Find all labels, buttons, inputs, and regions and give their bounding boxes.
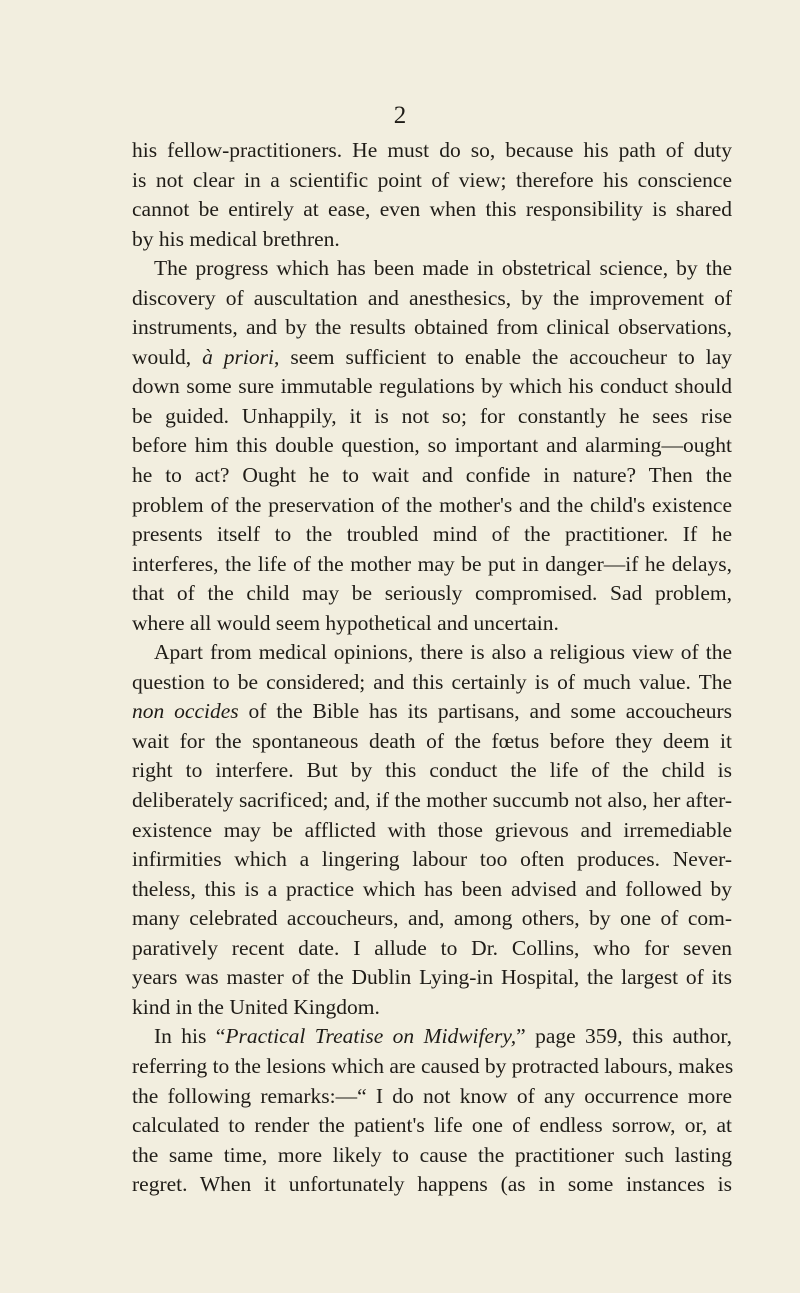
text-segment: wait for the spontaneous death of the fœtus before they deem it xyxy=(132,728,732,753)
text-segment: by his medical brethren. xyxy=(132,226,340,251)
text-segment: instruments, and by the results obtained from clinical observations, xyxy=(132,315,732,340)
text-segment: is not clear in a scientific point of view; therefore his conscience xyxy=(132,167,732,192)
text-line xyxy=(132,756,732,786)
text-line xyxy=(132,963,732,993)
text-line xyxy=(132,579,732,609)
text-segment: discovery of auscultation and anesthesics, by the improvement of xyxy=(132,285,732,310)
text-segment: question to be considered; and this certainly is of much value. The xyxy=(132,669,732,694)
italic-phrase: à priori xyxy=(202,344,274,369)
text-line xyxy=(132,225,732,255)
text-line xyxy=(132,254,732,284)
text-segment: , seem sufficient to enable the accoucheur to lay xyxy=(274,344,733,369)
text-line xyxy=(132,431,732,461)
text-segment: that of the child may be seriously compromised. Sad problem, xyxy=(132,581,732,606)
text-segment: cannot be entirely at ease, even when this responsibility is shared xyxy=(132,197,732,222)
text-line xyxy=(132,343,732,373)
text-segment: down some sure immutable regulations by which his conduct should xyxy=(132,374,732,399)
text-segment: Apart from medical opinions, there is also a religious view of the xyxy=(154,640,732,665)
text-line xyxy=(132,1022,732,1052)
italic-phrase: non occides xyxy=(132,699,239,724)
text-line xyxy=(132,668,732,698)
text-line xyxy=(132,638,732,668)
text-line xyxy=(132,1082,732,1112)
text-line xyxy=(132,166,732,196)
text-segment: existence may be afflicted with those grievous and irremediable xyxy=(132,817,732,842)
text-segment: the following remarks:—“ I do not know of any occurrence more xyxy=(132,1083,732,1108)
text-line xyxy=(132,845,732,875)
text-segment: the same time, more likely to cause the practitioner such lasting xyxy=(132,1142,732,1167)
text-line xyxy=(132,1170,732,1200)
italic-phrase: Practical Treatise on Midwifery, xyxy=(225,1024,517,1049)
text-segment: many celebrated accoucheurs, and, among others, by one of com- xyxy=(132,906,732,931)
text-line xyxy=(132,313,732,343)
text-line xyxy=(132,461,732,491)
text-line xyxy=(132,402,732,432)
text-line xyxy=(132,727,732,757)
text-segment: right to interfere. But by this conduct the life of the child is xyxy=(132,758,732,783)
text-line xyxy=(132,875,732,905)
text-segment: years was master of the Dublin Lying-in Hospital, the largest of its xyxy=(132,965,732,990)
text-segment: paratively recent date. I allude to Dr. Collins, who for seven xyxy=(132,935,732,960)
text-line xyxy=(132,520,732,550)
text-line xyxy=(132,697,732,727)
text-segment: would, xyxy=(132,344,203,369)
text-segment: ” page 359, this author, xyxy=(516,1024,732,1049)
text-line xyxy=(132,195,732,225)
text-segment: infirmities which a lingering labour too often produces. Never- xyxy=(132,847,732,872)
text-line xyxy=(132,1111,732,1141)
text-segment: The progress which has been made in obstetrical science, by the xyxy=(154,256,732,281)
text-segment: be guided. Unhappily, it is not so; for constantly he sees rise xyxy=(132,403,732,428)
text-line xyxy=(132,904,732,934)
text-segment: before him this double question, so important and alarming—ought xyxy=(132,433,732,458)
text-segment: he to act? Ought he to wait and confide in nature? Then the xyxy=(132,463,732,488)
text-line xyxy=(132,609,732,639)
text-line xyxy=(132,372,732,402)
text-line xyxy=(132,284,732,314)
text-segment: regret. When it unfortunately happens (as in some instances is xyxy=(132,1172,732,1197)
text-segment: his fellow-practitioners. He must do so, because his path of duty xyxy=(132,138,732,162)
text-segment: theless, this is a practice which has been advised and followed by xyxy=(132,876,732,901)
text-line xyxy=(132,136,732,166)
text-segment: problem of the preservation of the mother's and the child's existence xyxy=(132,492,732,517)
text-line xyxy=(132,934,732,964)
text-segment: presents itself to the troubled mind of the practitioner. If he xyxy=(132,522,732,547)
text-segment: calculated to render the patient's life one of endless sorrow, or, at xyxy=(132,1113,732,1138)
page-number: 2 xyxy=(393,102,407,129)
text-line xyxy=(132,786,732,816)
text-line xyxy=(132,816,732,846)
text-segment: interferes, the life of the mother may be put in danger—if he delays, xyxy=(132,551,732,576)
text-segment: kind in the United Kingdom. xyxy=(132,994,380,1019)
text-segment: In his “ xyxy=(154,1024,226,1049)
text-line xyxy=(132,1141,732,1171)
text-line xyxy=(132,491,732,521)
text-segment: of the Bible has its partisans, and some accoucheurs xyxy=(238,699,733,724)
text-segment: deliberately sacrificed; and, if the mother succumb not also, her after- xyxy=(132,788,732,813)
text-segment: where all would seem hypothetical and uncertain. xyxy=(132,610,559,635)
text-line xyxy=(132,1052,732,1082)
body-text xyxy=(132,136,732,1200)
text-segment: referring to the lesions which are caused by protracted labours, makes xyxy=(132,1053,734,1078)
text-line xyxy=(132,550,732,580)
text-line xyxy=(132,993,732,1023)
